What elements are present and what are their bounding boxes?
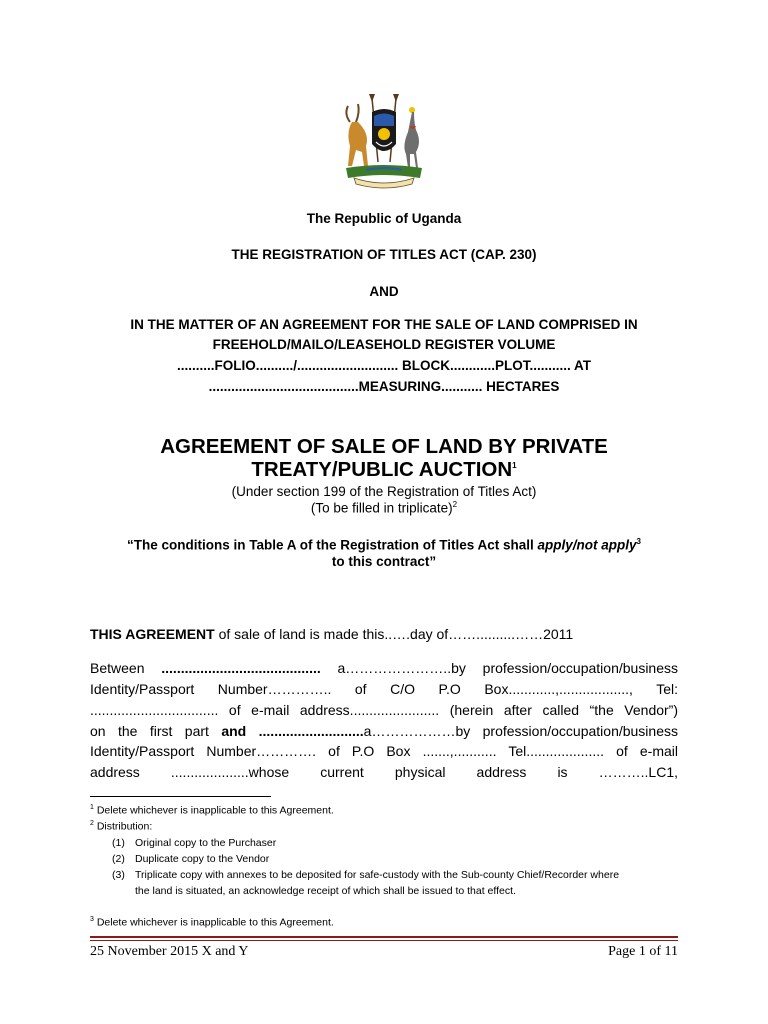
footer-date: 25 November 2015 X and Y xyxy=(90,944,249,959)
footnote-ref-1: 1 xyxy=(512,461,517,471)
conditions-line-2: to this contract” xyxy=(331,554,437,569)
document-title-line-1: AGREEMENT OF SALE OF LAND BY PRIVATE xyxy=(160,435,608,458)
republic-heading: The Republic of Uganda xyxy=(306,211,462,226)
matter-line-4: ........................................MEASURING........... HECTARES xyxy=(208,379,560,394)
footer-rule-thick xyxy=(90,936,678,938)
body-line-3: ................................. of e-mail address....................... (herein after called “the Vendor”) xyxy=(90,702,678,718)
title-subline-1: (Under section 199 of the Registration of Titles Act) xyxy=(231,484,537,499)
footer-rule-thin xyxy=(90,940,678,941)
footnote-ref-3: 3 xyxy=(636,537,641,546)
uganda-coat-of-arms-icon xyxy=(336,92,432,192)
distribution-item-text: Original copy to the Purchaser xyxy=(135,837,277,849)
act-heading: THE REGISTRATION OF TITLES ACT (CAP. 230) xyxy=(231,247,537,262)
agreement-intro: THIS AGREEMENT of sale of land is made this..….day of……..........……2011 xyxy=(90,626,574,642)
body-line-4: on the first part and ...........................a………………by profession/occupation/business xyxy=(90,723,678,739)
footnote-separator xyxy=(90,796,271,797)
matter-line-3: ..........FOLIO........../........................... BLOCK............PLOT........... AT xyxy=(176,358,592,373)
document-title-line-2: TREATY/PUBLIC AUCTION$^1$ xyxy=(251,458,517,481)
footnote-1: $^1$ Delete whichever is inapplicable to this Agreement. xyxy=(90,804,334,817)
distribution-item-text: Duplicate copy to the Vendor xyxy=(135,853,270,865)
conditions-line-1: “The conditions in Table A of the Registration of Titles Act shall apply/not apply$^3$ xyxy=(127,537,641,553)
title-subline-2: (To be filled in triplicate)$^2$ xyxy=(310,500,458,516)
and-heading: AND xyxy=(369,284,399,299)
page-number: Page 1 of 11 xyxy=(608,944,678,959)
distribution-item: (2) xyxy=(112,853,125,865)
footnote-2: $^2$ Distribution: xyxy=(90,820,153,833)
body-line-1: Between ......................................... a…………………..by profession/occupation/business xyxy=(90,660,678,676)
footnote-ref-2: 2 xyxy=(452,500,458,509)
distribution-item-text: Triplicate copy with annexes to be deposited for safe-custody with the Sub-county Chief/Recorder where xyxy=(135,869,620,881)
footnote-3: $^3$ Delete whichever is inapplicable to this Agreement. xyxy=(90,916,334,929)
matter-line-2: FREEHOLD/MAILO/LEASEHOLD REGISTER VOLUME xyxy=(212,337,556,352)
distribution-item-continuation: the land is situated, an acknowledge receipt of which shall be issued to that effect. xyxy=(135,885,516,897)
distribution-item: (1) xyxy=(112,837,125,849)
distribution-item: (3) xyxy=(112,869,125,881)
matter-line-1: IN THE MATTER OF AN AGREEMENT FOR THE SALE OF LAND COMPRISED IN xyxy=(130,317,638,332)
body-line-5: Identity/Passport Number…………. of P.O Box .......,........... Tel.................... of e-mail xyxy=(90,743,678,759)
apply-option: apply/not apply xyxy=(537,537,637,553)
body-line-2: Identity/Passport Number………….. of C/O P.O Box............,.................., Tel: xyxy=(90,681,678,697)
body-line-6: address ....................whose current physical address is ………..LC1, xyxy=(90,764,678,780)
